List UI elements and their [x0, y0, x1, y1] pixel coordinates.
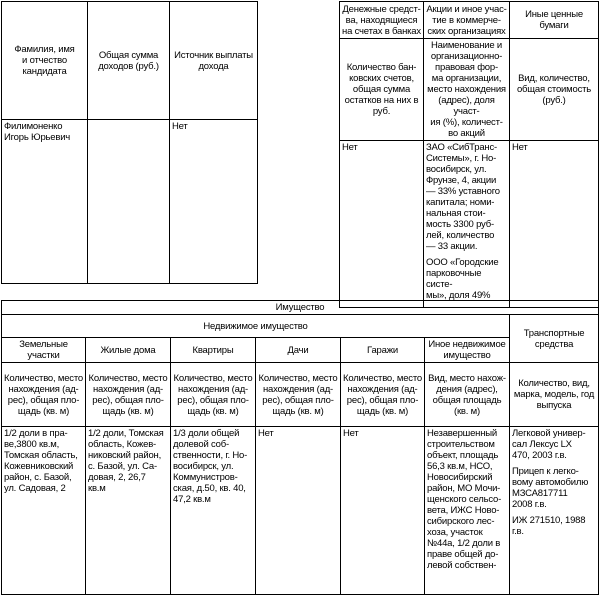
- subheader-bank-accounts: Количество бан- ковских счетов, общая сумма остатков на них в руб.: [340, 39, 424, 141]
- cell-shares: [424, 141, 510, 308]
- shares-entry: ЗАО «СибТранс- Системы», г. Но- восибирск, ул. Фрунзе, 4, акции — 33% уставного капитала; номи- нальная стои- мость 3300 руб- лей, количество — 33 акции.: [426, 142, 500, 252]
- header-other-securities: Иные ценные бумаги: [510, 2, 599, 39]
- shares-entry: ООО «Городские парковочные систе- мы», доля 49%: [426, 257, 499, 301]
- transport-title: Транспортные средства: [510, 315, 599, 363]
- header-candidate-name: Фамилия, имя и отчество кандидата: [2, 2, 88, 120]
- header-shares: Акции и иное учас- тие в коммерче- ских организациях: [424, 2, 510, 39]
- transport-entry: Прицеп к легко- вому автомобилю МЗСА817711 2008 г.в.: [512, 466, 589, 510]
- subheader-houses: Количество, место нахождения (ад- рес), общая пло- щадь (кв. м): [86, 363, 171, 427]
- cell-other-securities: Нет: [510, 141, 599, 308]
- header-dachas: Дачи: [256, 338, 341, 363]
- subheader-other-securities: Вид, количество, общая стоимость (руб.): [510, 39, 599, 141]
- cell-candidate-name: Филимоненко Игорь Юрьевич: [2, 120, 88, 284]
- cell-transport: [510, 427, 599, 595]
- transport-entry: Легковой универ- сал Лексус LX 470, 2003 г.в.: [512, 428, 586, 461]
- cell-dachas: Нет: [256, 427, 341, 595]
- cell-apartments: 1/3 доли общей долевой соб- ственности, г. Но- восибирск, ул. Коммунистров- ская, д.50, кв. 40, 47,2 кв.м: [171, 427, 256, 595]
- property-table: [1, 300, 599, 595]
- cell-garages: Нет: [341, 427, 425, 595]
- property-title: Имущество: [2, 301, 599, 315]
- realty-title: Недвижимое имущество: [2, 315, 510, 338]
- header-land-plots: Земельные участки: [2, 338, 86, 363]
- header-total-income: Общая сумма доходов (руб.): [88, 2, 170, 120]
- header-other-realty: Иное недвижимое имущество: [425, 338, 510, 363]
- cell-total-income: [88, 120, 170, 284]
- candidate-income-table: [1, 1, 258, 284]
- cell-land-plots: 1/2 доли в пра- ве,3800 кв.м, Томская область, Кожевниковский район, с. Базой, ул. Садовая, 2: [2, 427, 86, 595]
- cell-other-realty: Незавершенный строительством объект, площадь 56,3 кв.м, НСО, Новосибирский район, МО Мочи- щенского сельсо- вета, ИЖС Ново- сибирского лес- хоза, участок №44а, 1/2 доли в праве общей до- левой собствен-: [425, 427, 510, 595]
- header-bank-accounts: Денежные средст- ва, находящиеся на счетах в банках: [340, 2, 424, 39]
- transport-entry: ИЖ 271510, 1988 г.в.: [512, 515, 586, 537]
- header-income-source: Источник выплаты дохода: [170, 2, 258, 120]
- subheader-shares: Наименование и организационно- правовая фор- ма организации, место нахождения (адрес), доля участ- ия (%), количест- во акций: [424, 39, 510, 141]
- header-apartments: Квартиры: [171, 338, 256, 363]
- subheader-transport: Количество, вид, марка, модель, год выпуска: [510, 363, 599, 427]
- subheader-land-plots: Количество, место нахождения (ад- рес), общая пло- щадь (кв. м): [2, 363, 86, 427]
- cell-houses: 1/2 доли, Томская область, Кожев- никовский район, с. Базой, ул. Са- довая, 2, 26,7 кв.м: [86, 427, 171, 595]
- subheader-apartments: Количество, место нахождения (ад- рес), общая пло- щадь (кв. м): [171, 363, 256, 427]
- cell-income-source: Нет: [170, 120, 258, 284]
- header-garages: Гаражи: [341, 338, 425, 363]
- cell-bank-accounts: Нет: [340, 141, 424, 308]
- subheader-garages: Количество, место нахождения (ад- рес), общая пло- щадь (кв. м): [341, 363, 425, 427]
- header-houses: Жилые дома: [86, 338, 171, 363]
- subheader-other-realty: Вид, место нахож- дения (адрес), общая площадь (кв. м): [425, 363, 510, 427]
- subheader-dachas: Количество, место нахождения (ад- рес), общая пло- щадь (кв. м): [256, 363, 341, 427]
- assets-securities-table: [339, 1, 599, 308]
